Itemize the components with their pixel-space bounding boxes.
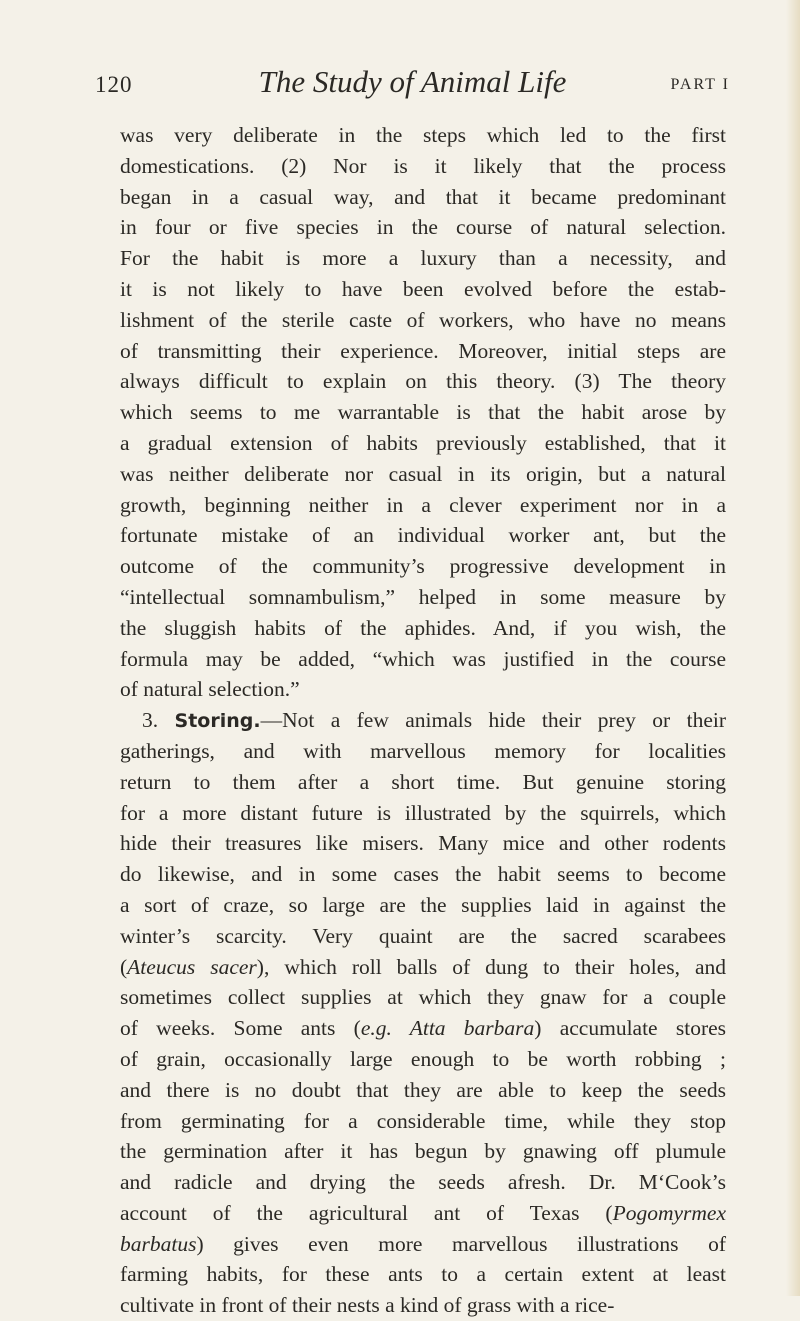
text-line: cultivate in front of their nests a kind of grass with a rice- xyxy=(120,1293,615,1318)
text-line xyxy=(120,1229,726,1260)
text-line: gatherings, and with marvellous memory for localities xyxy=(120,738,726,763)
part-label: PART I xyxy=(670,76,730,93)
text-line: of transmitting their experience. Moreover, initial steps are xyxy=(120,338,726,363)
text-line: a sort of craze, so large are the supplies laid in against the xyxy=(120,892,726,917)
text-line: of grain, occasionally large enough to be worth robbing ; xyxy=(120,1046,726,1071)
text-fragment: —Not a few animals hide their prey or their xyxy=(260,708,726,733)
running-head xyxy=(95,64,730,104)
text-fragment: of weeks. Some ants ( xyxy=(120,1016,361,1041)
text-line: the sluggish habits of the aphides. And, if you wish, the xyxy=(120,615,726,640)
text-fragment: ( xyxy=(120,954,128,979)
text-line: was neither deliberate nor casual in its origin, but a natural xyxy=(120,461,726,486)
section-number: 3. xyxy=(142,708,159,733)
text-line: lishment of the sterile caste of workers, who have no means xyxy=(120,307,726,332)
text-line: always difficult to explain on this theory. (3) The theory xyxy=(120,369,726,394)
text-line: of natural selection.” xyxy=(120,677,300,702)
text-line: was very deliberate in the steps which led to the first xyxy=(120,123,726,147)
text-line: it is not likely to have been evolved before the estab- xyxy=(120,276,726,301)
text-line: sometimes collect supplies at which they gnaw for a couple xyxy=(120,985,726,1010)
text-line: in four or five species in the course of natural selection. xyxy=(120,215,726,240)
species-name: Ateucus sacer xyxy=(127,954,257,979)
text-fragment: ) gives even more marvellous illustrations of xyxy=(196,1231,726,1256)
text-line: return to them after a short time. But genuine storing xyxy=(120,769,726,794)
text-line: do likewise, and in some cases the habit seems to become xyxy=(120,862,726,887)
text-line: winter’s scarcity. Very quaint are the sacred scarabees xyxy=(120,923,726,948)
text-line: and there is no doubt that they are able to keep the seeds xyxy=(120,1077,726,1102)
text-line: For the habit is more a luxury than a necessity, and xyxy=(120,246,726,271)
text-line: a gradual extension of habits previously established, that it xyxy=(120,430,726,455)
running-title: The Study of Animal Life xyxy=(258,64,567,99)
text-line xyxy=(120,1198,726,1229)
text-line: outcome of the community’s progressive development in xyxy=(120,554,726,579)
text-line: “intellectual somnambulism,” helped in some measure by xyxy=(120,584,726,609)
text-fragment: ), which roll balls of dung to their holes, and xyxy=(256,954,727,979)
section-heading: Storing. xyxy=(174,710,261,733)
text-line: growth, beginning neither in a clever experiment nor in a xyxy=(120,492,726,517)
species-name: barbatus xyxy=(120,1231,197,1256)
text-line: began in a casual way, and that it became predominant xyxy=(120,184,726,209)
species-name: Pogomyrmex xyxy=(612,1200,726,1225)
text-line: hide their treasures like misers. Many mice and other rodents xyxy=(120,831,726,856)
page-edge-shading xyxy=(786,0,800,1296)
section-heading-line xyxy=(120,705,726,736)
text-line: for a more distant future is illustrated by the squirrels, which xyxy=(120,800,726,825)
text-line xyxy=(120,1013,726,1044)
species-name: e.g. Atta barbara xyxy=(360,1016,535,1041)
text-line: farming habits, for these ants to a certain extent at least xyxy=(120,1262,726,1287)
text-line: formula may be added, “which was justified in the course xyxy=(120,646,726,671)
text-line: which seems to me warrantable is that the habit arose by xyxy=(120,400,726,425)
text-line: from germinating for a considerable time, while they stop xyxy=(120,1108,726,1133)
text-line xyxy=(120,952,726,983)
text-line: domestications. (2) Nor is it likely that the process xyxy=(120,153,726,178)
body-text xyxy=(120,120,726,1321)
page-number: 120 xyxy=(95,72,133,97)
text-fragment: ) accumulate stores xyxy=(534,1016,727,1041)
text-line: and radicle and drying the seeds afresh. Dr. M‘Cook’s xyxy=(120,1170,726,1195)
text-fragment: account of the agricultural ant of Texas ( xyxy=(120,1200,613,1225)
text-line: the germination after it has begun by gnawing off plumule xyxy=(120,1139,726,1164)
text-line: fortunate mistake of an individual worker ant, but the xyxy=(120,523,726,548)
